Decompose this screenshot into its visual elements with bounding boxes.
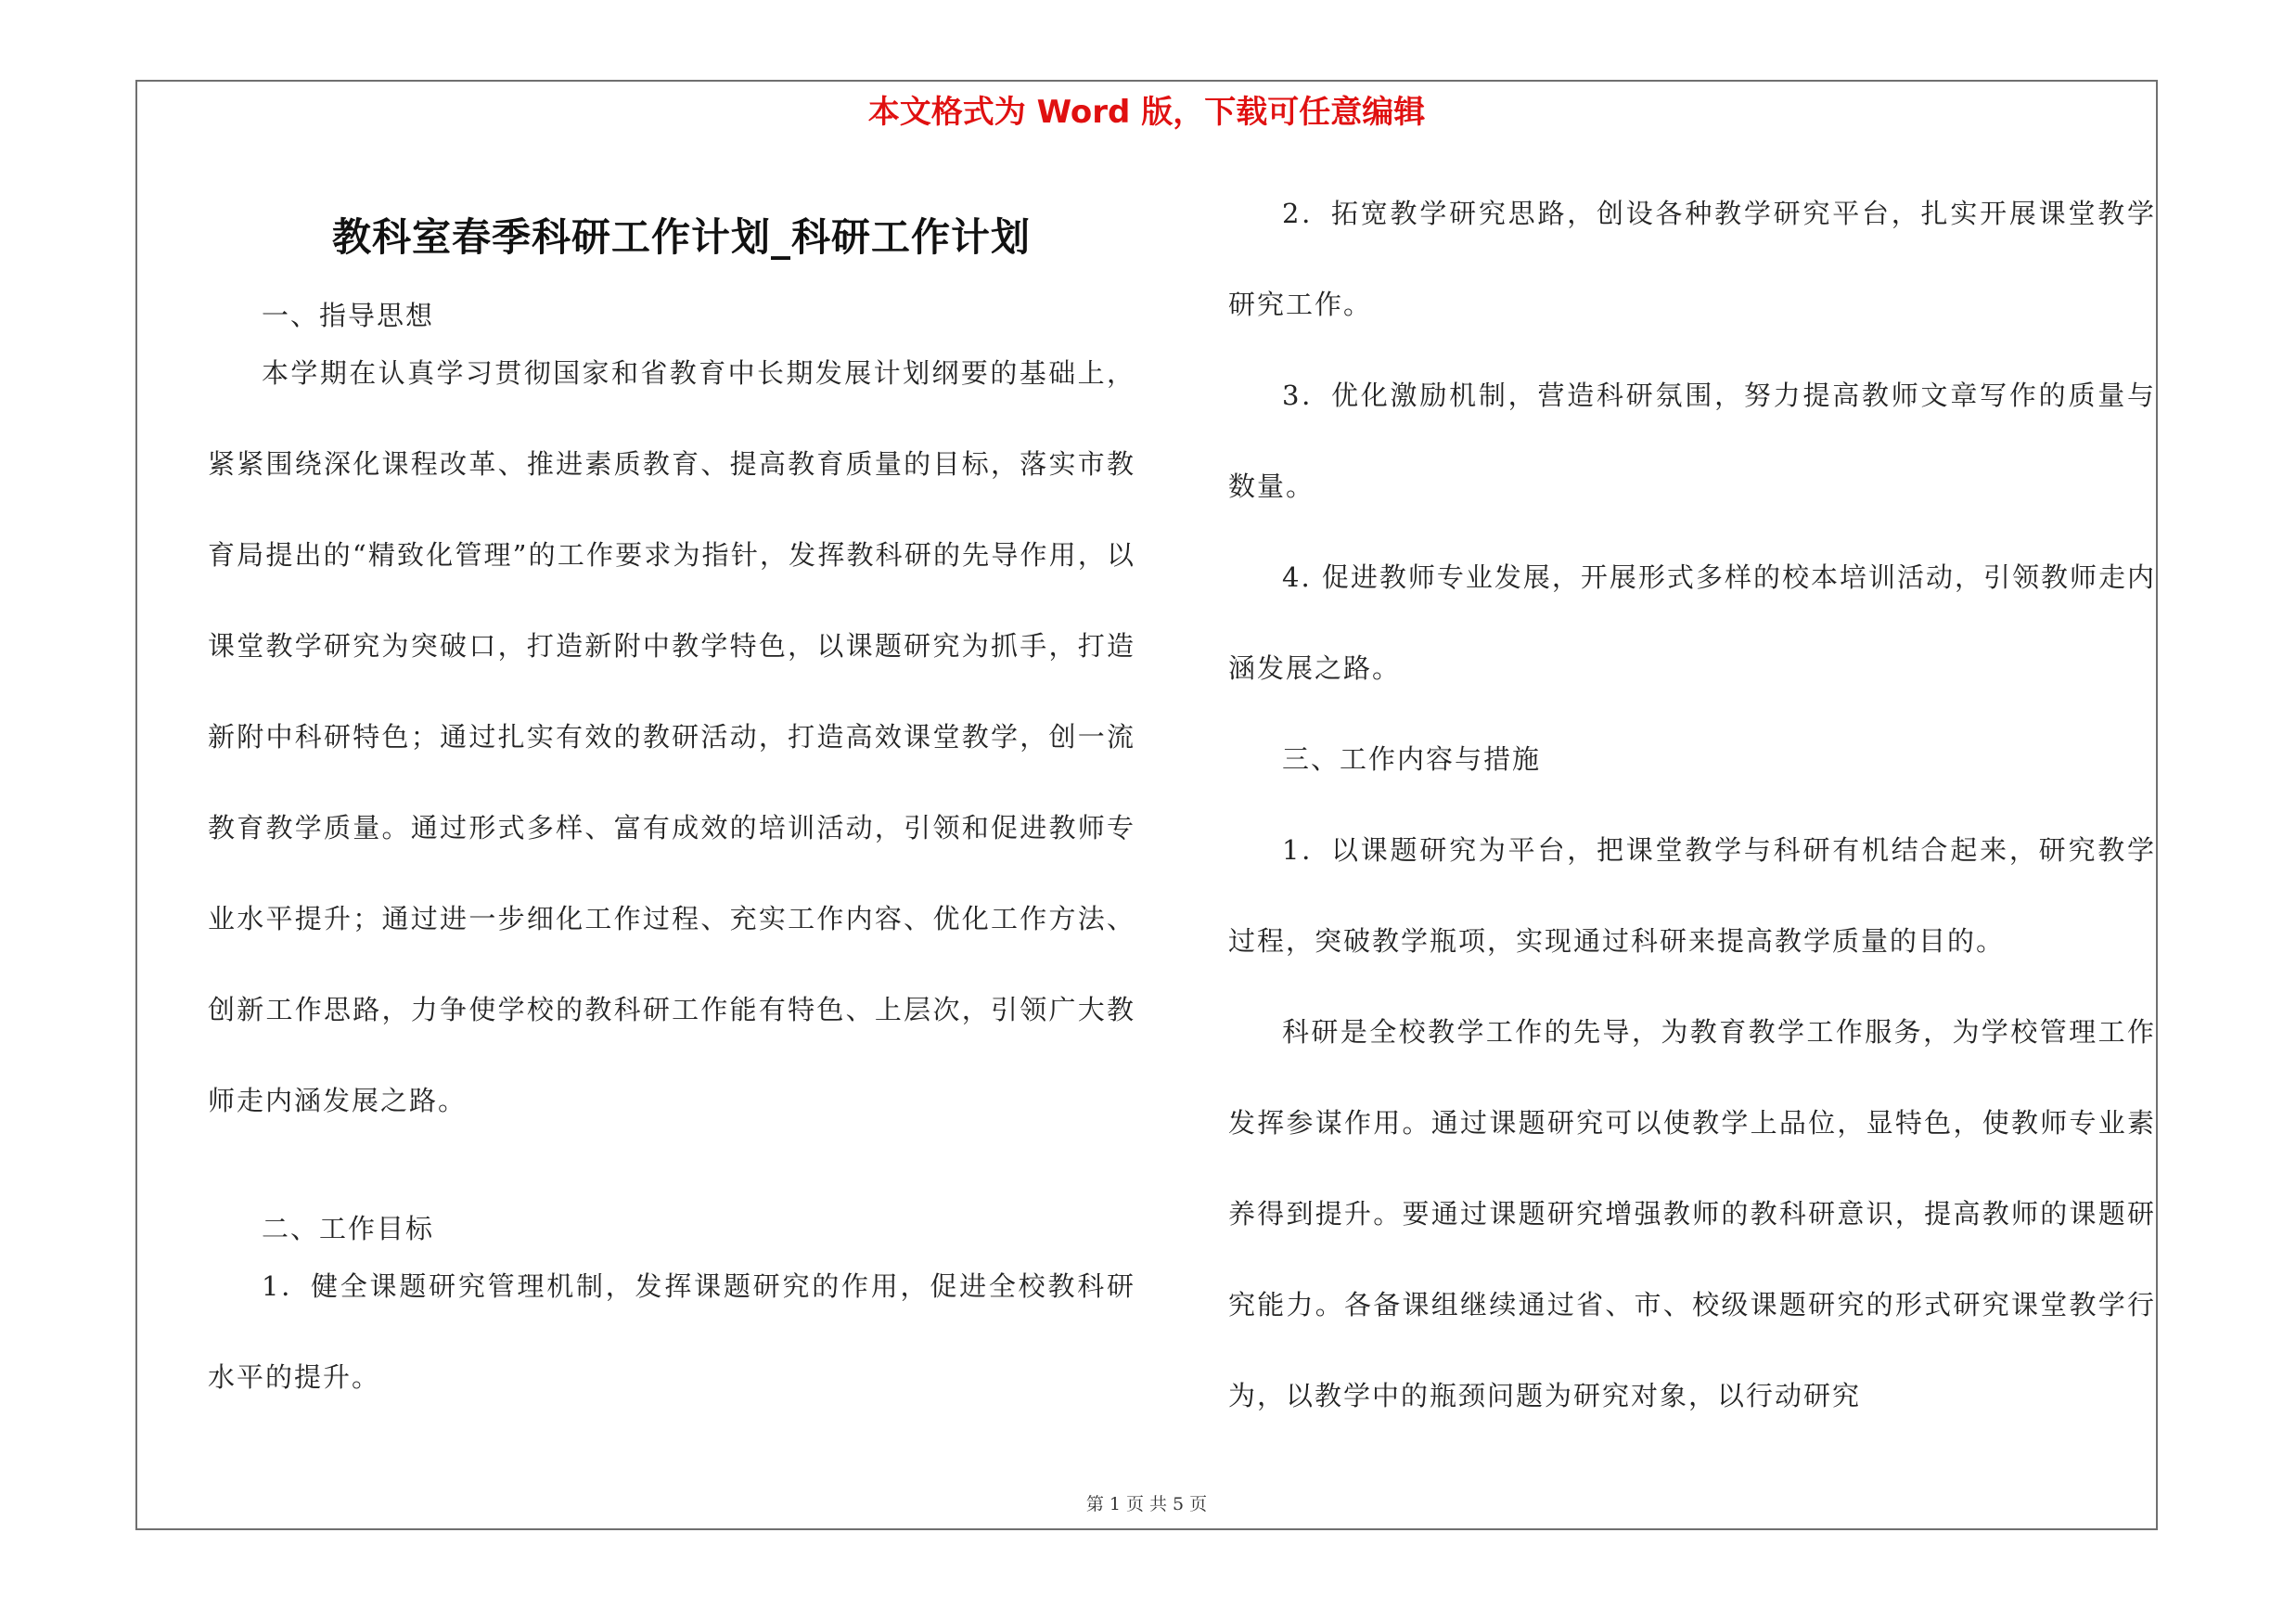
section-heading-guiding-thought: 一、指导思想 (262, 300, 435, 331)
paragraph-measure-1: 1．以课题研究为平台，把课堂教学与科研有机结合起来，研究教学过程，突破教学瓶项，实现通过科研来提高教学质量的目的。 (1228, 834, 2156, 957)
document-title: 教科室春季科研工作计划_科研工作计划 (332, 214, 1032, 260)
section-heading-work-content: 三、工作内容与措施 (1282, 743, 1542, 775)
page-number: 第 1 页 共 5 页 (1085, 1494, 1208, 1514)
paragraph-goal-3: 3．优化激励机制，营造科研氛围，努力提高教师文章写作的质量与数量。 (1228, 380, 2156, 502)
document-page (135, 80, 2158, 1530)
paragraph-goal-1: 1．健全课题研究管理机制，发挥课题研究的作用，促进全校教科研水平的提升。 (208, 1270, 1135, 1393)
paragraph-goal-2: 2．拓宽教学研究思路，创设各种教学研究平台，扎实开展课堂教学研究工作。 (1228, 198, 2156, 320)
format-banner: 本文格式为 Word 版，下载可任意编辑 (867, 94, 1426, 131)
paragraph-guiding-thought: 本学期在认真学习贯彻国家和省教育中长期发展计划纲要的基础上，紧紧围绕深化课程改革、推进素质教育、提高教育质量的目标，落实市教育局提出的“精致化管理”的工作要求为指针，发挥教科研的先导作用，以课堂教学研究为突破口，打造新附中教学特色，以课题研究为抓手，打造新附中科研特色；通过扎实有效的教研活动，打造高效课堂教学，创一流教育教学质量。通过形式多样、富有成效的培训活动，引领和促进教师专业水平提升；通过进一步细化工作过程、充实工作内容、优化工作方法、创新工作思路，力争使学校的教科研工作能有特色、上层次，引领广大教师走内涵发展之路。 (208, 357, 1135, 1116)
paragraph-research-role: 科研是全校教学工作的先导，为教育教学工作服务，为学校管理工作发挥参谋作用。通过课题研究可以使教学上品位，显特色，使教师专业素养得到提升。要通过课题研究增强教师的教科研意识，提高教师的课题研究能力。各备课组继续通过省、市、校级课题研究的形式研究课堂教学行为，以教学中的瓶颈问题为研究对象，以行动研究 (1228, 1016, 2156, 1411)
paragraph-goal-4: 4. 促进教师专业发展，开展形式多样的校本培训活动，引领教师走内涵发展之路。 (1228, 561, 2156, 684)
section-heading-work-goals: 二、工作目标 (262, 1213, 435, 1244)
